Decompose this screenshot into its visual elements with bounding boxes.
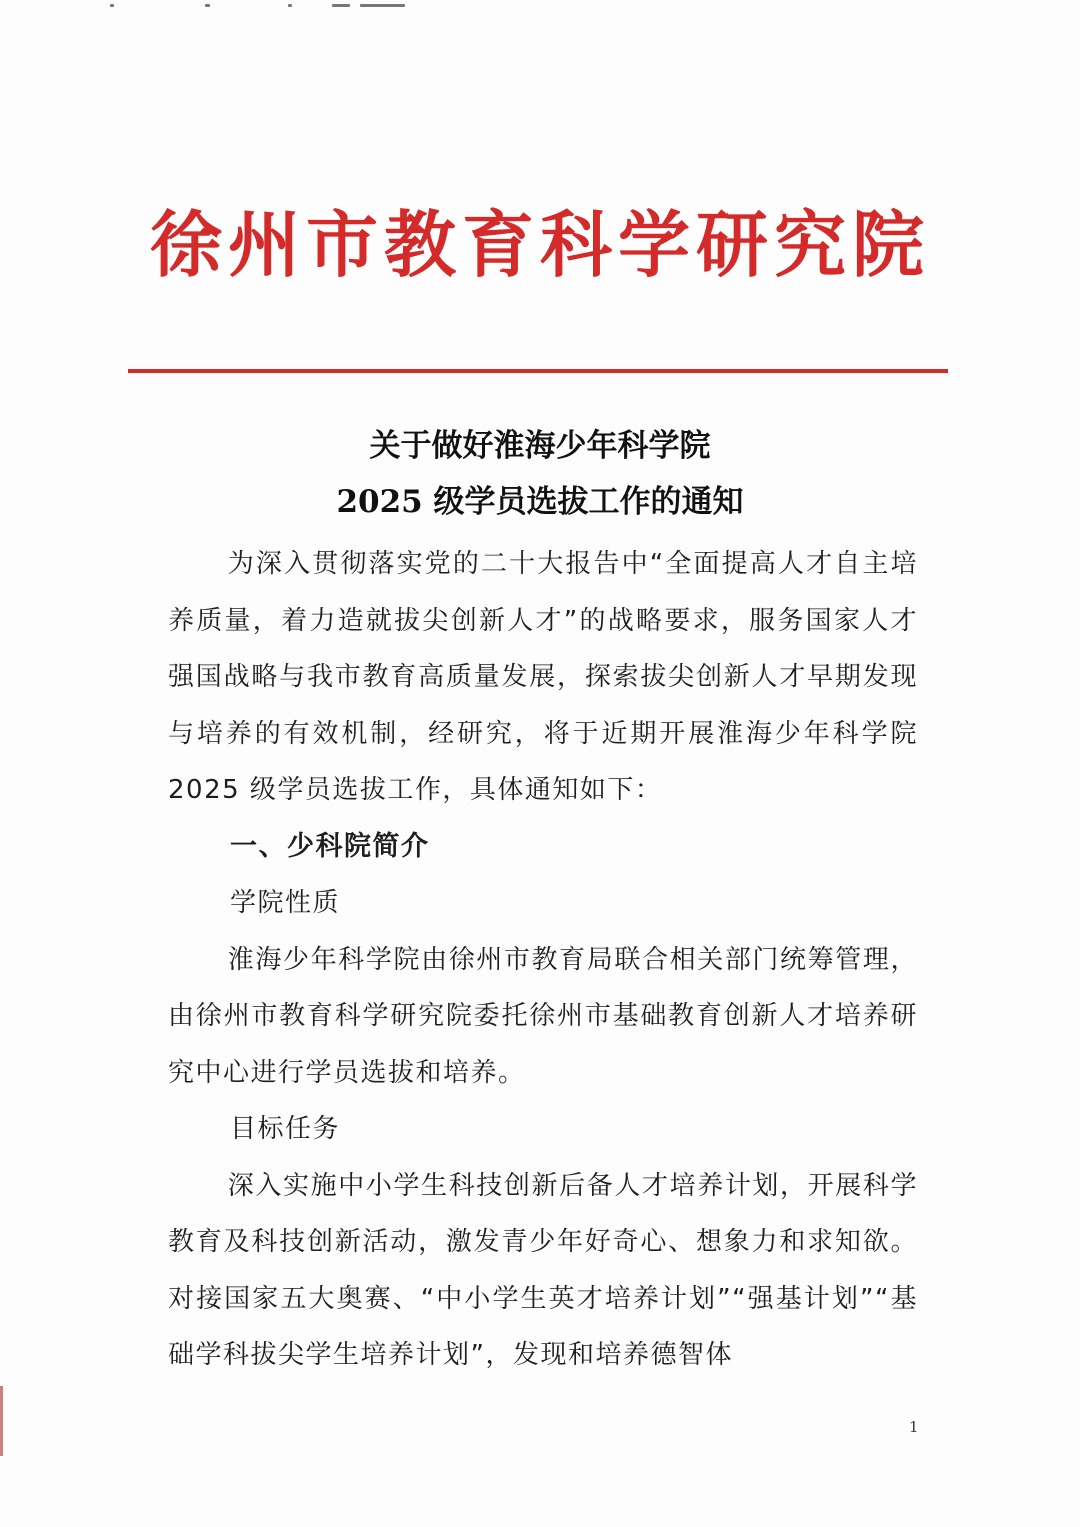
nature-paragraph: 淮海少年科学院由徐州市教育局联合相关部门统筹管理，由徐州市教育科学研究院委托徐州市基础教育创新人才培养研究中心进行学员选拔和培养。 xyxy=(168,944,918,1088)
subsection-heading-goal: 目标任务 xyxy=(230,1114,341,1144)
scan-edge-mark xyxy=(0,1386,3,1456)
goal-paragraph: 深入实施中小学生科技创新后备人才培养计划，开展科学教育及科技创新活动，激发青少年好奇心、想象力和求知欲。对接国家五大奥赛、“中小学生英才培养计划”“强基计划”“基础学科拔尖学生培养计划”，发现和培养德智体 xyxy=(168,1170,918,1370)
document-title-line-2: 2025 级学员选拔工作的通知 xyxy=(336,484,744,520)
subsection-heading-nature: 学院性质 xyxy=(230,888,341,918)
intro-paragraph: 为深入贯彻落实党的二十大报告中“全面提高人才自主培养质量，着力造就拔尖创新人才”的战略要求，服务国家人才强国战略与我市教育高质量发展，探索拔尖创新人才早期发现与培养的有效机制，经研究，将于近期开展淮海少年科学院 2025 级学员选拔工作，具体通知如下： xyxy=(168,549,918,805)
scan-artifact-marks xyxy=(110,0,440,14)
organization-header: 徐州市教育科学研究院 xyxy=(149,202,930,287)
document-title-line-1: 关于做好淮海少年科学院 xyxy=(369,428,711,464)
page-number: 1 xyxy=(909,1418,919,1436)
section-heading-intro: 一、少科院简介 xyxy=(230,830,430,862)
header-divider xyxy=(128,369,948,373)
document-body xyxy=(168,536,918,1384)
